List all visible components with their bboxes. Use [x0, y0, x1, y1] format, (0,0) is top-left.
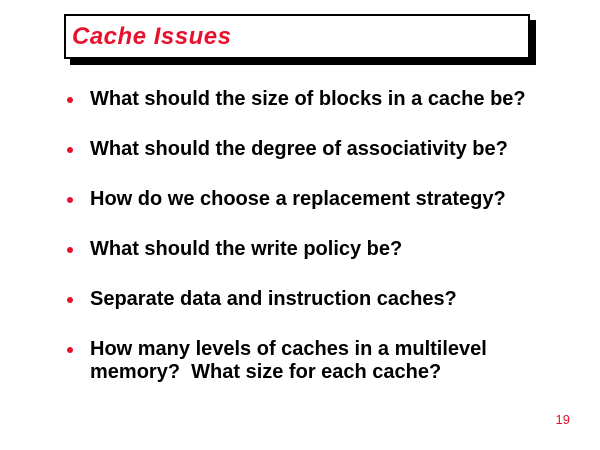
bullet-text — [90, 238, 402, 261]
bullet-item — [66, 288, 564, 311]
bullet-text-line: memory? What size for each cache? — [90, 361, 442, 383]
bullet-item — [66, 188, 564, 211]
bullet-item — [66, 88, 564, 111]
bullet-text — [90, 88, 526, 111]
bullet-text-line: How many levels of caches in a multilevel — [90, 338, 487, 360]
bullet-text-line: What should the degree of associativity be? — [90, 138, 508, 160]
bullet-text — [90, 138, 508, 161]
bullet-text — [90, 338, 487, 384]
bullet-text-line: How do we choose a replacement strategy? — [90, 188, 506, 210]
bullet-text-line: What should the size of blocks in a cache be? — [90, 88, 526, 110]
slide-title: Cache Issues — [72, 22, 232, 50]
bullet-item — [66, 338, 564, 384]
bullet-marker-icon — [67, 347, 73, 353]
bullet-text — [90, 288, 457, 311]
bullet-marker-icon — [67, 197, 73, 203]
bullet-text-line: What should the write policy be? — [90, 238, 403, 260]
bullet-text — [90, 188, 506, 211]
bullet-marker-icon — [67, 247, 73, 253]
bullet-marker-icon — [67, 297, 73, 303]
bullet-marker-icon — [67, 97, 73, 103]
bullet-item — [66, 238, 564, 261]
bullet-marker-icon — [67, 147, 73, 153]
bullet-list — [66, 88, 564, 411]
bullet-text-line: Separate data and instruction caches? — [90, 288, 457, 310]
bullet-item — [66, 138, 564, 161]
slide-title-box — [64, 14, 530, 59]
page-number: 19 — [555, 412, 570, 427]
